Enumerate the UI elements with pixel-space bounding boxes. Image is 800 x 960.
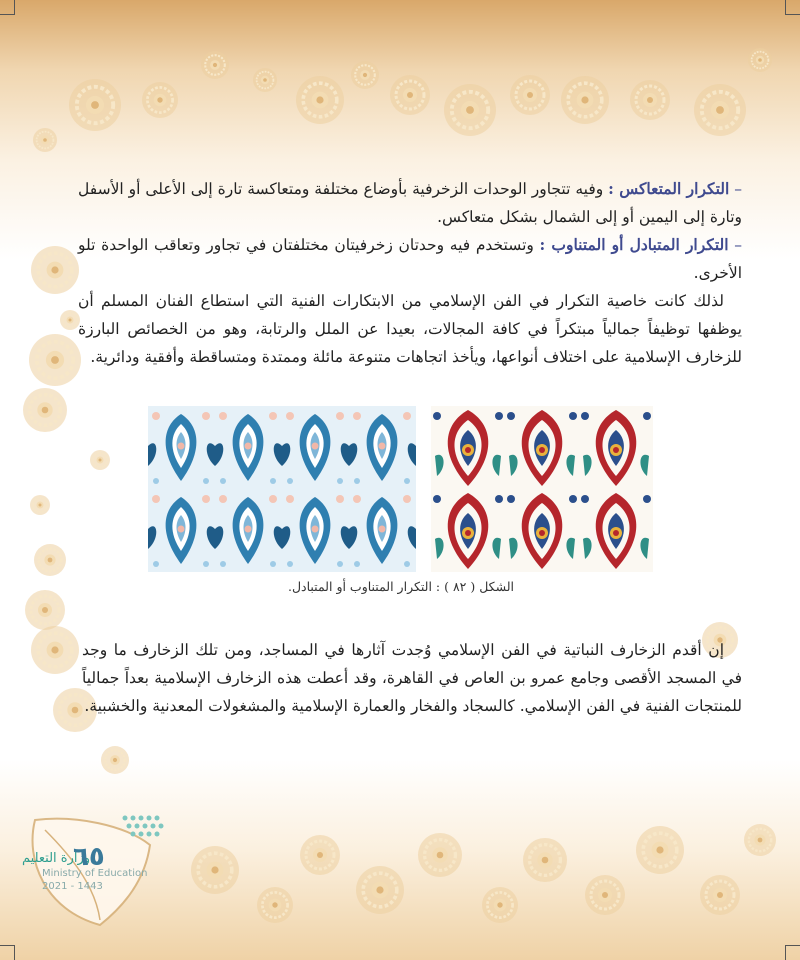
main-text [78,175,742,371]
bullet-dash: – [728,236,742,254]
flower-ornament-bottom [191,824,776,923]
figure-caption: الشكل ( ٨٢ ) : التكرار المتناوب أو المتبادل. [287,579,515,594]
paisley-pattern-blue-image [148,406,416,572]
page-number: ٦٥ [73,842,105,872]
paragraph-repetition-property: لذلك كانت خاصية التكرار في الفن الإسلامي من الابتكارات الفنية التي استطاع الفنان المسلم أن يوظفها توظيفاً جمالياً مبتكراً في كافة المجالات، بعيدا عن الملل والرتابة، وهو من الخصائص البارزة للزخارف الإسلامية على اختلاف أنواعها، ويأخذ اتجاهات متنوعة مائلة وممتدة ومتساقطة وأفقية ودائرية. [78,292,742,366]
ministry-name-english: Ministry of Education [42,868,148,879]
paragraph-oldest-floral-decorations: إن أقدم الزخارف النباتية في الفن الإسلامي وُجدت آثارها في المساجد، ومن تلك الزخارف ما وجد في المسجد الأقصى وجامع عمرو بن العاص في القاهرة، وقد أعطت هذه الزخارف الإسلامية بعداً جمالياً للمنتجات الفنية في الفن الإسلامي. كالسجاد والفخار والعمارة الإسلامية والمشغولات المعدنية والخشبية. [82,640,742,715]
ministry-year: 2021 - 1443 [42,881,103,892]
term-reverse-repetition: التكرار المتعاكس : [608,179,730,198]
ministry-name-arabic: وزارة التعليم [22,851,91,866]
flower-ornament-top [33,48,772,152]
bullet-dash: – [729,180,742,198]
floral-pattern-red-image [431,406,653,572]
paragraph-alternating-repetition [78,231,742,287]
term-alternating-repetition: التكرار المتبادل أو المتناوب : [539,235,729,254]
paragraph-reverse-repetition [78,175,742,231]
text-alternating-repetition: وتستخدم فيه وحدتان زخرفيتان مختلفتان في تجاور وتعاقب الواحدة تلو الأخرى. [78,236,742,282]
main-text-lower [82,620,742,735]
text-reverse-repetition: وفيه تتجاور الوحدات الزخرفية بأوضاع مختلفة ومتعاكسة تارة إلى الأعلى أو الأسفل وتارة إلى اليمين أو إلى الشمال بشكل متعاكس. [78,180,742,226]
